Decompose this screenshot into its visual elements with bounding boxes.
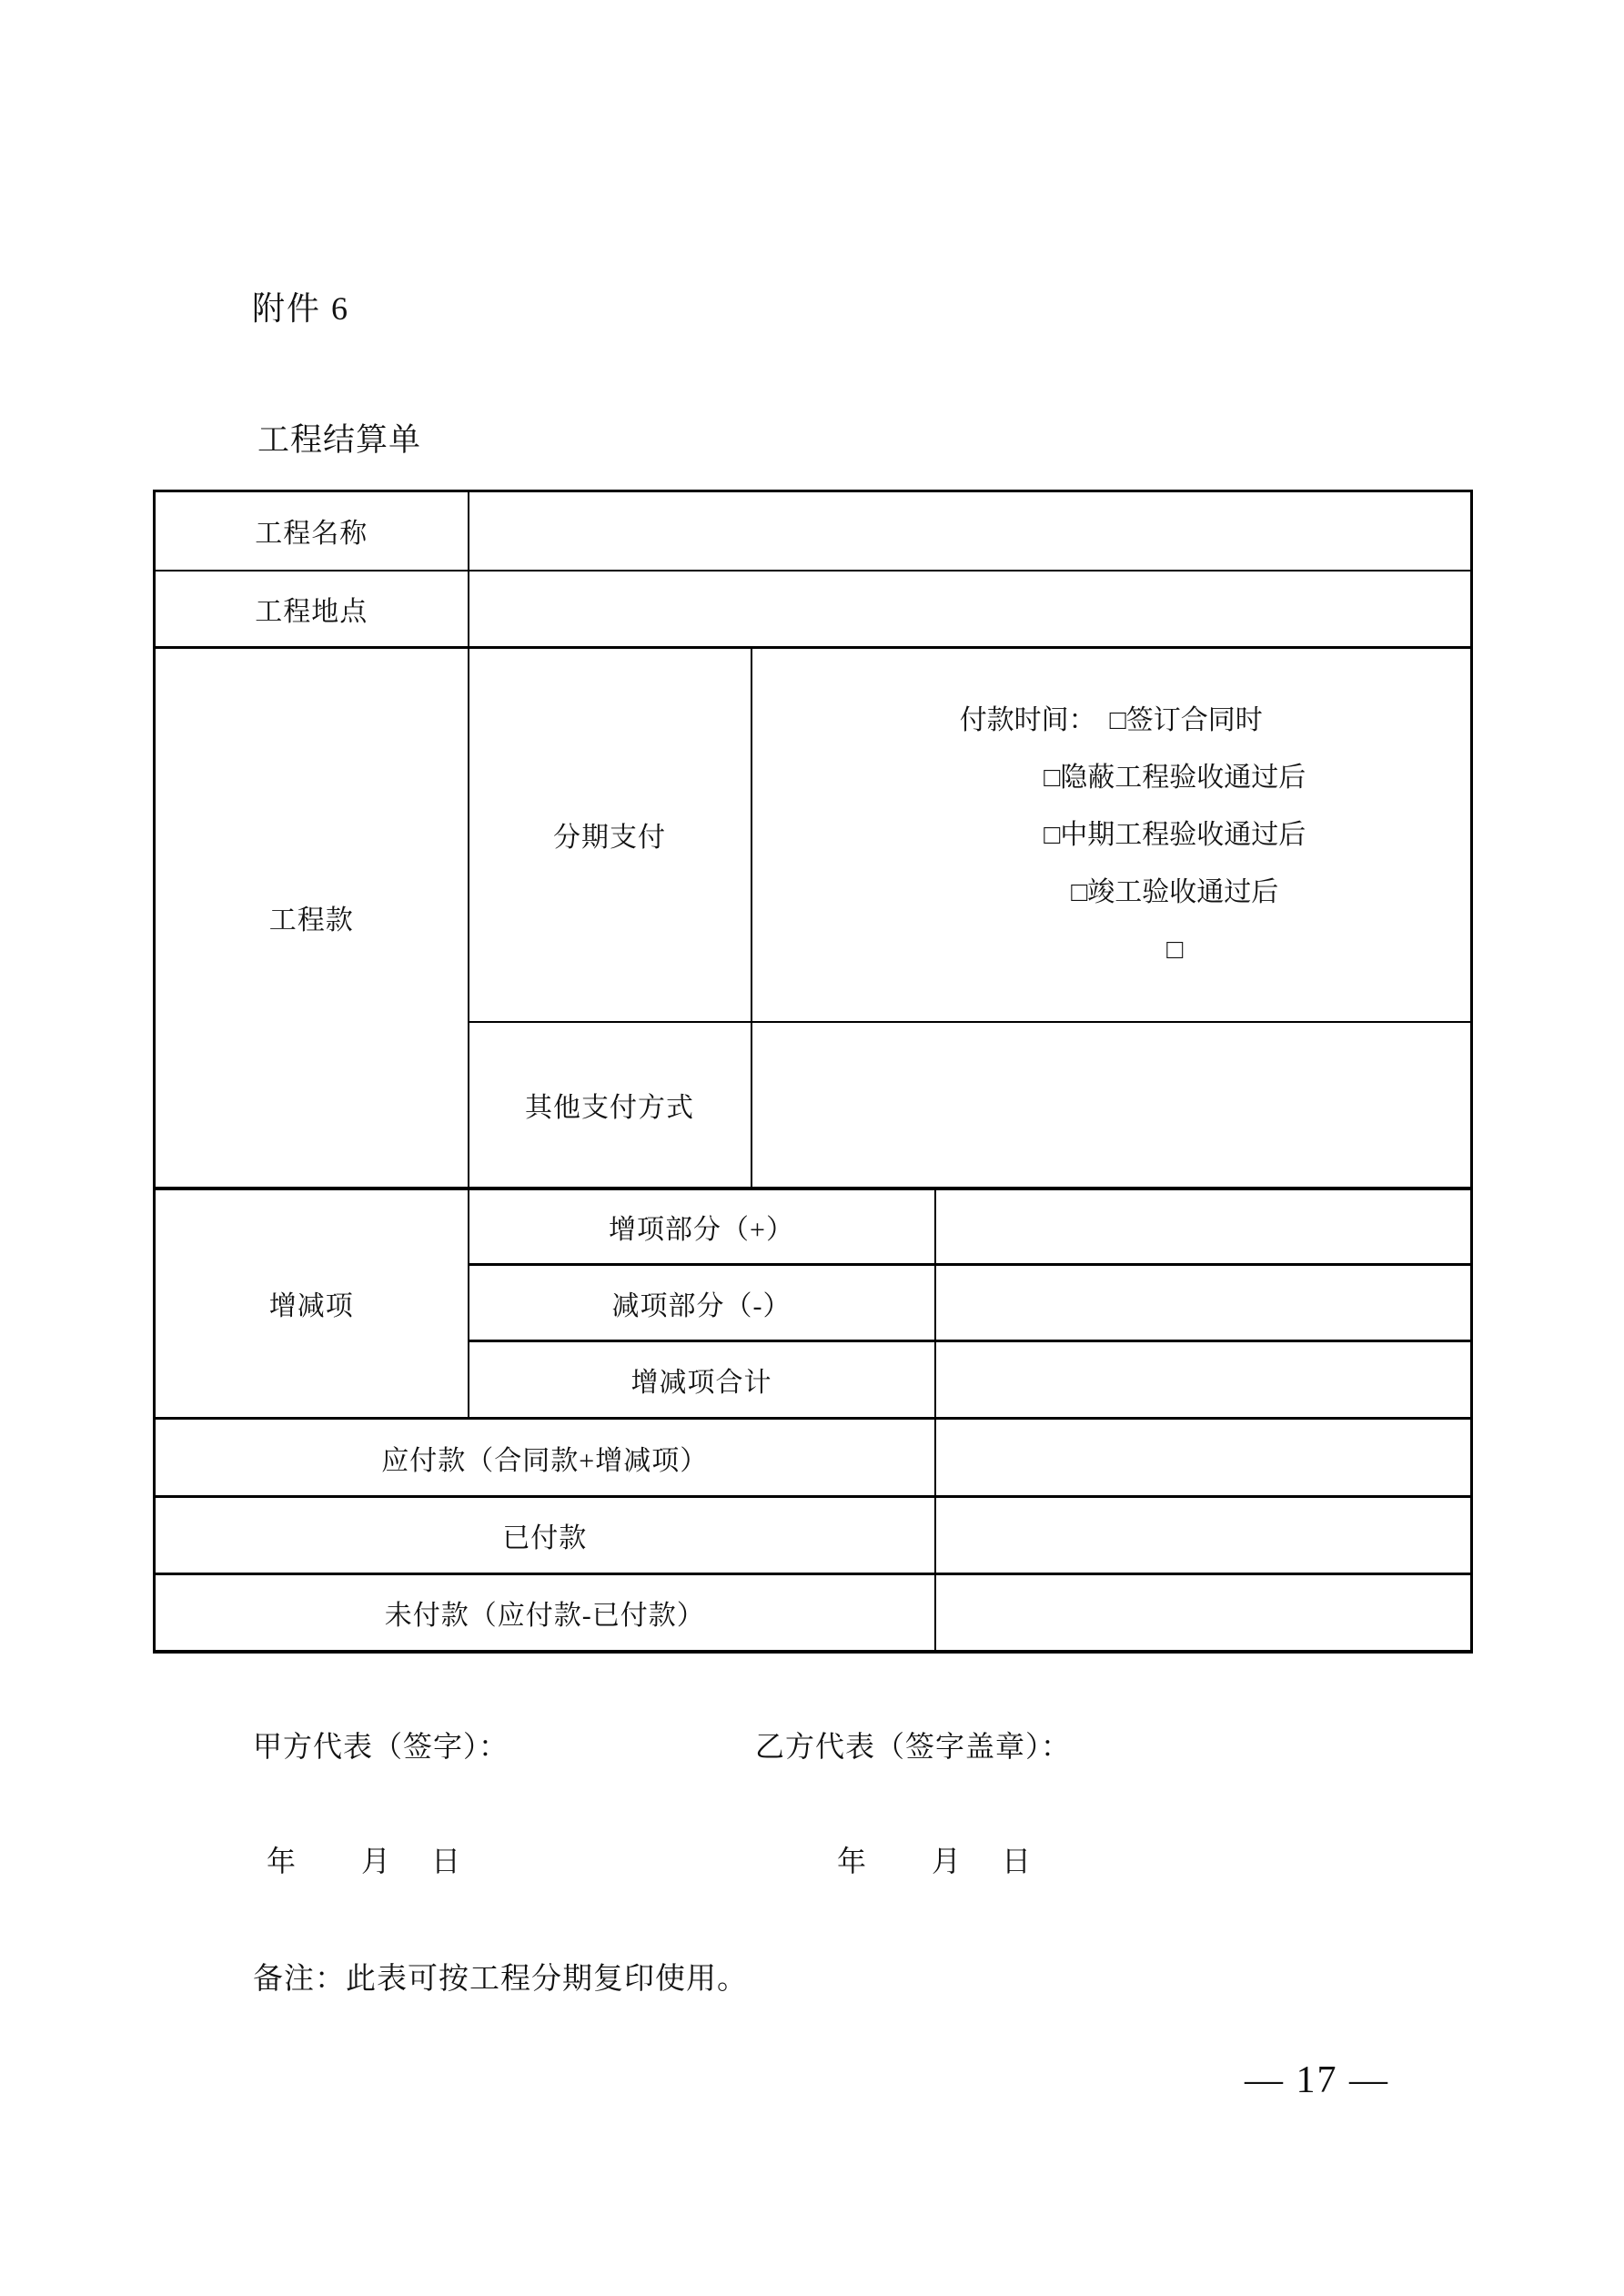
adjustment-label: 增减项 [155,1188,469,1419]
project-location-value-cell [469,571,1472,648]
project-name-value-cell [469,491,1472,571]
party-b-date-line [837,1838,1031,1880]
party-a-signature-label: 甲方代表（签字）： [253,1730,509,1763]
other-payment-value-cell [751,1022,1472,1188]
party-a-month-label: 月 [361,1845,391,1877]
payable-label: 应付款（合同款+增减项） [155,1419,935,1497]
payment-time-cell [751,648,1472,1022]
installment-label: 分期支付 [469,648,751,1022]
row-payable [155,1419,1472,1497]
payment-time-option-concealed: □隐蔽工程验收通过后 [1044,762,1306,793]
addition-value-cell [935,1188,1472,1265]
payment-time-option-sign: 付款时间： □签订合同时 [959,704,1263,735]
party-b-month-label: 月 [932,1845,962,1877]
project-payment-label: 工程款 [155,648,469,1188]
unpaid-label: 未付款（应付款-已付款） [155,1574,935,1652]
unpaid-value-cell [935,1574,1472,1652]
party-b-year-label: 年 [837,1845,867,1877]
payment-time-option-midterm: □中期工程验收通过后 [1044,819,1306,850]
addition-label: 增项部分（+） [469,1188,935,1265]
adjustment-total-label: 增减项合计 [469,1341,935,1419]
party-b-day-label: 日 [1002,1845,1032,1877]
party-a-date-line [267,1838,460,1880]
paid-label: 已付款 [155,1497,935,1574]
project-name-label: 工程名称 [155,491,469,571]
settlement-table [153,490,1473,1654]
row-project-name [155,491,1472,571]
other-payment-label: 其他支付方式 [469,1022,751,1188]
row-paid [155,1497,1472,1574]
row-project-location [155,571,1472,648]
payment-time-option-completion: □竣工验收通过后 [1071,876,1279,907]
party-a-day-label: 日 [431,1845,461,1877]
deduction-value-cell [935,1265,1472,1341]
adjustment-total-value-cell [935,1341,1472,1419]
payable-value-cell [935,1419,1472,1497]
page-number: — 17 — [1245,2059,1389,2101]
row-installment-payment [155,648,1472,1022]
note-text: 备注：此表可按工程分期复印使用。 [253,1963,748,1996]
attachment-label: 附件 6 [252,290,350,327]
project-location-label: 工程地点 [155,571,469,648]
paid-value-cell [935,1497,1472,1574]
form-title: 工程结算单 [257,422,422,458]
party-b-signature-label: 乙方代表（签字盖章）： [755,1730,1072,1763]
deduction-label: 减项部分（-） [469,1265,935,1341]
payment-time-option-blank-checkbox: □ [1166,934,1184,965]
party-a-year-label: 年 [267,1845,297,1877]
row-unpaid [155,1574,1472,1652]
row-addition [155,1188,1472,1265]
